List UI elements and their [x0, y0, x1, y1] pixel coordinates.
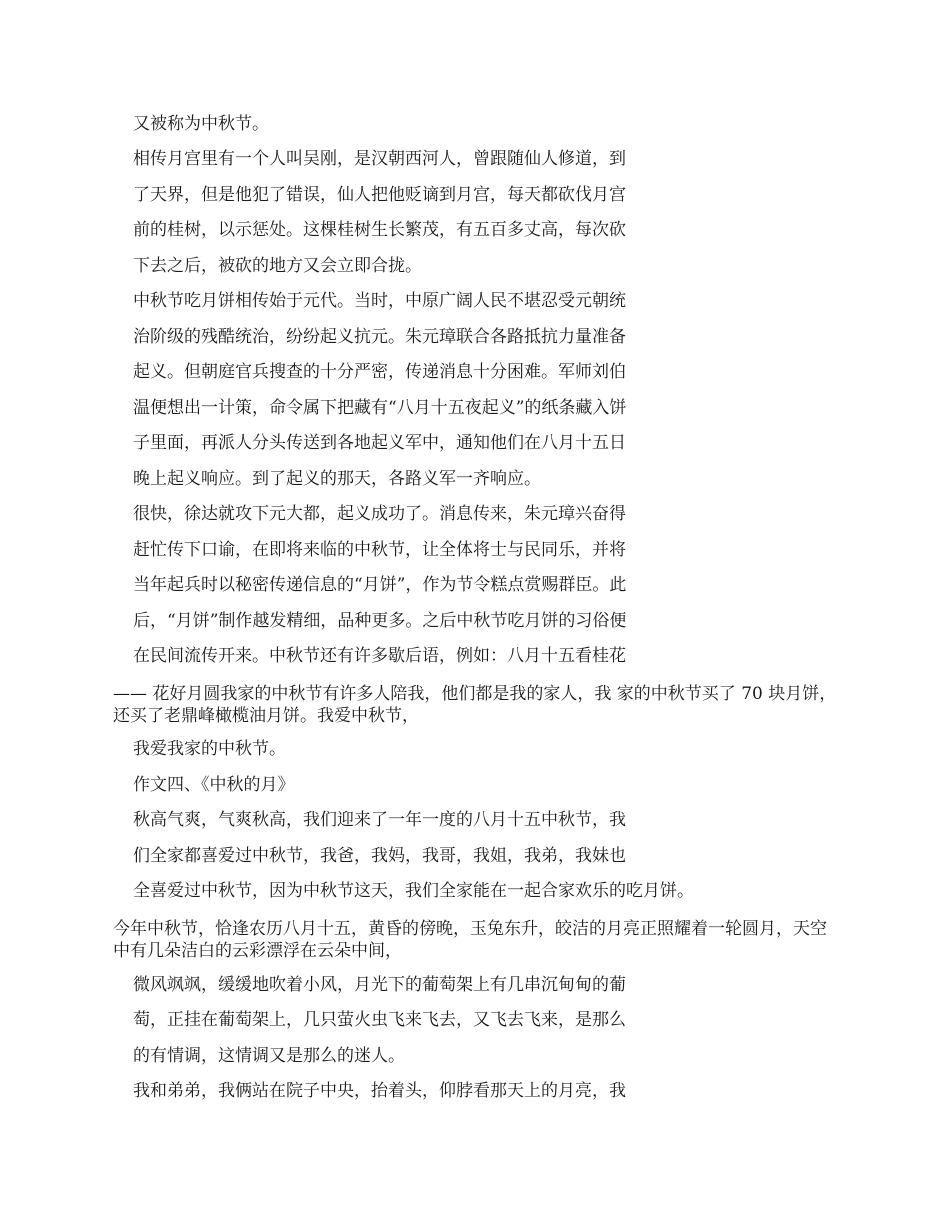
- text-line: 萄，正挂在葡萄架上，几只萤火虫飞来飞去，又飞去飞来，是那么: [133, 1010, 626, 1030]
- text-line: 我爱我家的中秋节。: [133, 739, 286, 759]
- text-line: 后，“月饼”制作越发精细，品种更多。之后中秋节吃月饼的习俗便: [133, 611, 627, 631]
- text-line: 当年起兵时以秘密传递信息的“月饼”，作为节令糕点赏赐群臣。此: [133, 575, 627, 595]
- text-line: 我和弟弟，我俩站在院子中央，抬着头，仰脖看那天上的月亮，我: [133, 1081, 626, 1101]
- text-line: 治阶级的残酷统治，纷纷起义抗元。朱元璋联合各路抵抗力量准备: [133, 327, 626, 347]
- text-line: 很快，徐达就攻下元大都，起义成功了。消息传来，朱元璋兴奋得: [133, 504, 626, 524]
- text-line: 微风飒飒，缓缓地吹着小风，月光下的葡萄架上有几串沉甸甸的葡: [133, 975, 626, 995]
- text-line: 下去之后，被砍的地方又会立即合拢。: [133, 256, 422, 276]
- text-line: 秋高气爽，气爽秋高，我们迎来了一年一度的八月十五中秋节，我: [133, 810, 626, 830]
- text-line: 相传月宫里有一个人叫吴刚，是汉朝西河人，曾跟随仙人修道，到: [133, 149, 626, 169]
- text-line: —— 花好月圆我家的中秋节有许多人陪我，他们都是我的家人，我 家的中秋节买了 70 块月饼，还买了老鼎峰橄榄油月饼。我爱中秋节，: [113, 684, 837, 726]
- text-line: 前的桂树，以示惩处。这棵桂树生长繁茂，有五百多丈高，每次砍: [133, 220, 626, 240]
- text-line: 在民间流传开来。中秋节还有许多歇后语，例如：八月十五看桂花: [133, 646, 626, 666]
- text-line: 起义。但朝庭官兵搜查的十分严密，传递消息十分困难。军师刘伯: [133, 362, 626, 382]
- text-line: 又被称为中秋节。: [133, 114, 269, 134]
- text-line: 赶忙传下口谕，在即将来临的中秋节，让全体将士与民同乐，并将: [133, 540, 626, 560]
- text-line: 作文四、《中秋的月》: [133, 775, 295, 795]
- text-line: 了天界，但是他犯了错误，仙人把他贬谪到月宫，每天都砍伐月宫: [133, 185, 626, 205]
- text-line: 子里面，再派人分头传送到各地起义军中，通知他们在八月十五日: [133, 433, 626, 453]
- text-line: 们全家都喜爱过中秋节，我爸，我妈，我哥，我姐，我弟，我妹也: [133, 846, 626, 866]
- text-line: 今年中秋节，恰逢农历八月十五，黄昏的傍晚，玉兔东升，皎洁的月亮正照耀着一轮圆月，天空中有几朵洁白的云彩漂浮在云朵中间，: [113, 919, 827, 961]
- text-line: 的有情调，这情调又是那么的迷人。: [133, 1046, 405, 1066]
- text-line: 全喜爱过中秋节，因为中秋节这天，我们全家能在一起合家欢乐的吃月饼。: [133, 881, 694, 901]
- text-line: 温便想出一计策，命令属下把藏有“八月十五夜起义”的纸条藏入饼: [133, 398, 627, 418]
- text-line: 中秋节吃月饼相传始于元代。当时，中原广阔人民不堪忍受元朝统: [133, 291, 626, 311]
- text-line: 晚上起义响应。到了起义的那天，各路义军一齐响应。: [133, 469, 541, 489]
